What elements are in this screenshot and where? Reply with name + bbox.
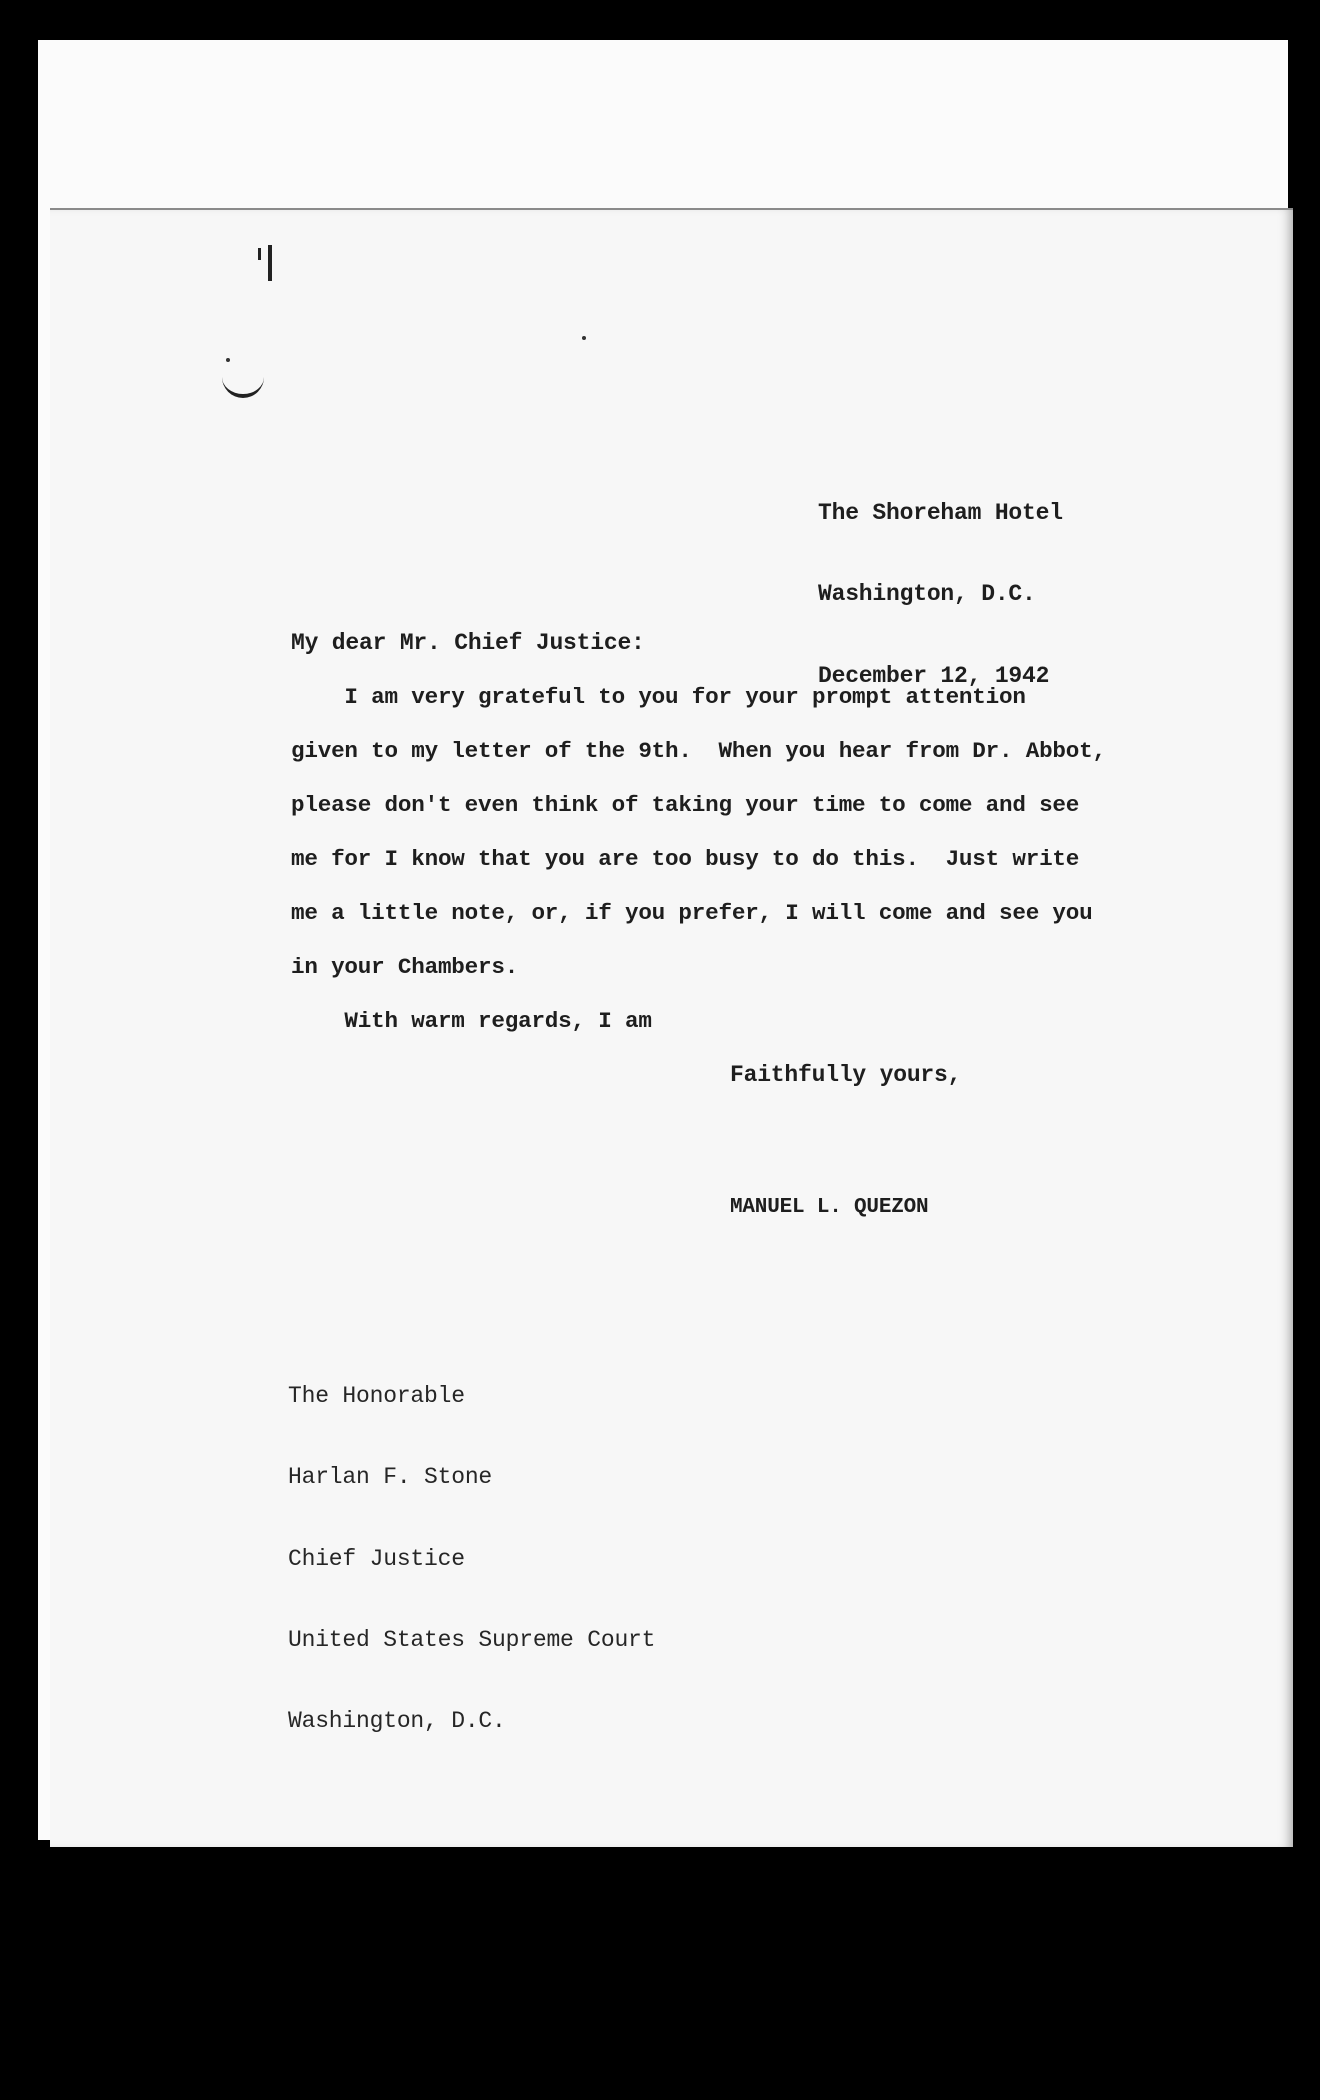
addressee-line: Chief Justice — [288, 1545, 465, 1572]
body-line: I am very grateful to you for your prompt attention — [291, 684, 1026, 710]
body-line: please don't even think of taking your time to come and see — [291, 792, 1080, 818]
addressee-line: Washington, D.C. — [288, 1707, 506, 1734]
letterhead-city: Washington, D.C. — [818, 581, 1036, 608]
body-line: With warm regards, I am — [291, 1008, 652, 1034]
signer-name: MANUEL L. QUEZON — [730, 1196, 929, 1219]
addressee-line: United States Supreme Court — [288, 1626, 656, 1653]
letterhead-location: The Shoreham Hotel — [818, 500, 1063, 527]
salutation: My dear Mr. Chief Justice: — [291, 630, 645, 656]
addressee-block — [288, 1328, 655, 1762]
letter-page — [50, 208, 1293, 1847]
body-line: given to my letter of the 9th. When you hear from Dr. Abbot, — [291, 738, 1106, 764]
letter-date: December 12, 1942 — [818, 662, 1050, 689]
body-line: in your Chambers. — [291, 954, 519, 980]
ink-dot — [226, 358, 230, 362]
addressee-line: Harlan F. Stone — [288, 1464, 493, 1491]
body-line: me for I know that you are too busy to do this. Just write — [291, 846, 1080, 872]
pencil-mark — [268, 245, 272, 281]
ink-dot — [582, 336, 586, 340]
letterhead-block — [818, 445, 1063, 716]
pencil-mark-small — [258, 248, 261, 260]
complimentary-close: Faithfully yours, — [730, 1062, 962, 1088]
body-line: me a little note, or, if you prefer, I will come and see you — [291, 900, 1093, 926]
addressee-line: The Honorable — [288, 1383, 465, 1410]
